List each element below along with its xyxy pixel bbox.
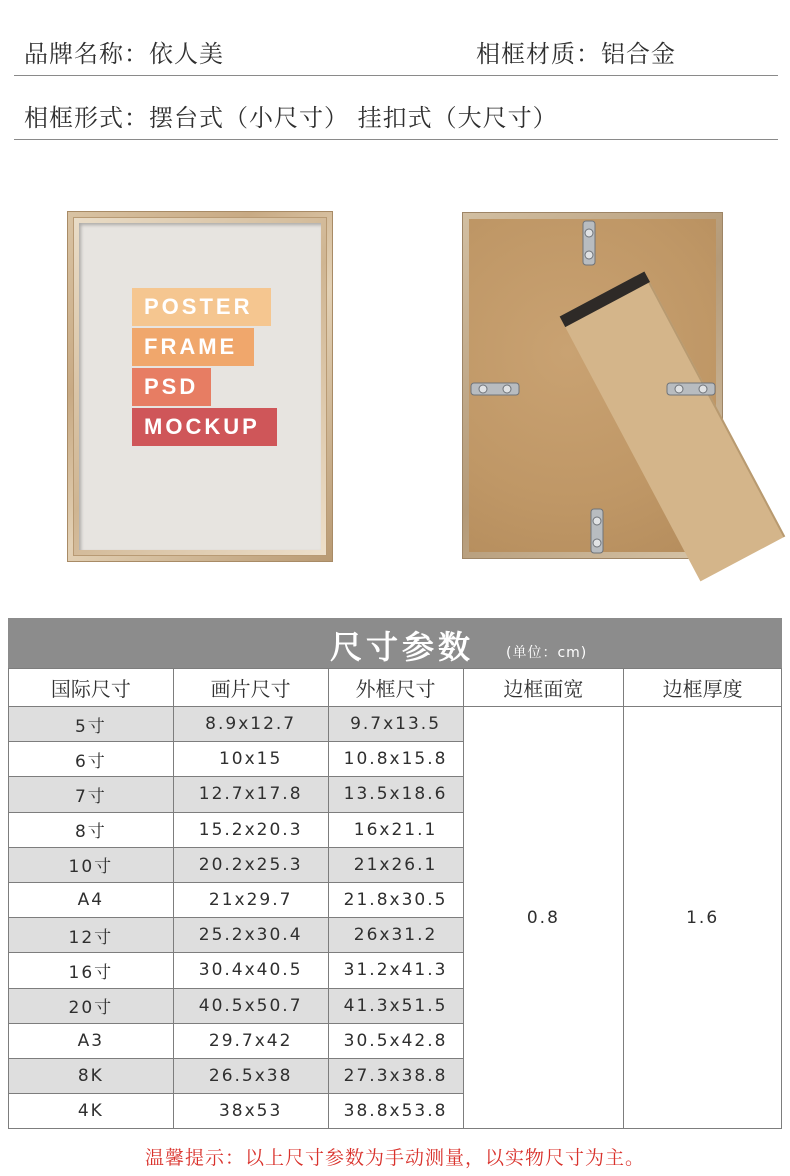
frame-mat — [79, 223, 321, 550]
cell-picture-size: 40.5x50.7 — [173, 988, 328, 1023]
cell-outer-size: 13.5x18.6 — [328, 777, 463, 812]
cell-picture-size: 15.2x20.3 — [173, 812, 328, 847]
frame-material: 相框材质：铝合金 — [476, 40, 676, 68]
cell-intl-size: 4K — [9, 1094, 174, 1129]
cell-intl-size: 8K — [9, 1058, 174, 1093]
frame-front-image — [67, 211, 333, 562]
poster-line-poster: POSTER — [132, 288, 271, 326]
poster-line-frame: FRAME — [132, 328, 254, 366]
cell-picture-size: 29.7x42 — [173, 1023, 328, 1058]
turn-clip-bottom — [591, 509, 603, 553]
cell-outer-size: 10.8x15.8 — [328, 742, 463, 777]
cell-intl-size: 12寸 — [9, 918, 174, 953]
header-picture-size: 画片尺寸 — [173, 669, 328, 707]
cell-intl-size: A3 — [9, 1023, 174, 1058]
cell-outer-size: 38.8x53.8 — [328, 1094, 463, 1129]
frame-backboard — [469, 219, 716, 552]
table-header-row — [9, 669, 782, 707]
info-row-brand-material — [14, 36, 778, 76]
cell-outer-size: 30.5x42.8 — [328, 1023, 463, 1058]
cell-picture-size: 12.7x17.8 — [173, 777, 328, 812]
table-title: 尺寸参数 — [330, 628, 475, 666]
info-row-form — [14, 100, 778, 140]
cell-picture-size: 10x15 — [173, 742, 328, 777]
frame-form: 相框形式：摆台式（小尺寸） 挂扣式（大尺寸） — [24, 104, 558, 132]
header-outer-size: 外框尺寸 — [328, 669, 463, 707]
cell-picture-size: 25.2x30.4 — [173, 918, 328, 953]
cell-outer-size: 27.3x38.8 — [328, 1058, 463, 1093]
cell-outer-size: 26x31.2 — [328, 918, 463, 953]
table-title-bar — [8, 618, 782, 668]
turn-clip-right — [667, 383, 715, 395]
header-face-width: 边框面宽 — [463, 669, 624, 707]
cell-intl-size: 16寸 — [9, 953, 174, 988]
cell-intl-size: A4 — [9, 882, 174, 917]
cell-outer-size: 21.8x30.5 — [328, 882, 463, 917]
cell-outer-size: 21x26.1 — [328, 847, 463, 882]
clips-overlay — [469, 219, 718, 554]
size-spec-table — [8, 668, 782, 1129]
table-unit: (单位：cm) — [506, 645, 588, 661]
turn-clip-left — [471, 383, 519, 395]
cell-outer-size: 16x21.1 — [328, 812, 463, 847]
cell-outer-size: 9.7x13.5 — [328, 707, 463, 742]
header-intl-size: 国际尺寸 — [9, 669, 174, 707]
cell-face-width: 0.8 — [463, 707, 624, 1129]
header-thickness: 边框厚度 — [624, 669, 782, 707]
cell-picture-size: 21x29.7 — [173, 882, 328, 917]
cell-thickness: 1.6 — [624, 707, 782, 1129]
poster-line-mockup: MOCKUP — [132, 408, 277, 446]
brand-name: 品牌名称：依人美 — [24, 40, 224, 68]
poster-line-psd: PSD — [132, 368, 211, 406]
cell-picture-size: 38x53 — [173, 1094, 328, 1129]
cell-outer-size: 31.2x41.3 — [328, 953, 463, 988]
cell-picture-size: 20.2x25.3 — [173, 847, 328, 882]
cell-intl-size: 20寸 — [9, 988, 174, 1023]
cell-intl-size: 6寸 — [9, 742, 174, 777]
cell-picture-size: 30.4x40.5 — [173, 953, 328, 988]
turn-clip-top — [583, 221, 595, 265]
cell-intl-size: 5寸 — [9, 707, 174, 742]
cell-intl-size: 7寸 — [9, 777, 174, 812]
cell-intl-size: 8寸 — [9, 812, 174, 847]
frame-back-image — [462, 212, 723, 559]
warm-tip-note: 温馨提示：以上尺寸参数为手动测量，以实物尺寸为主。 — [144, 1147, 645, 1169]
table-row — [9, 707, 782, 742]
cell-intl-size: 10寸 — [9, 847, 174, 882]
cell-picture-size: 8.9x12.7 — [173, 707, 328, 742]
cell-picture-size: 26.5x38 — [173, 1058, 328, 1093]
cell-outer-size: 41.3x51.5 — [328, 988, 463, 1023]
